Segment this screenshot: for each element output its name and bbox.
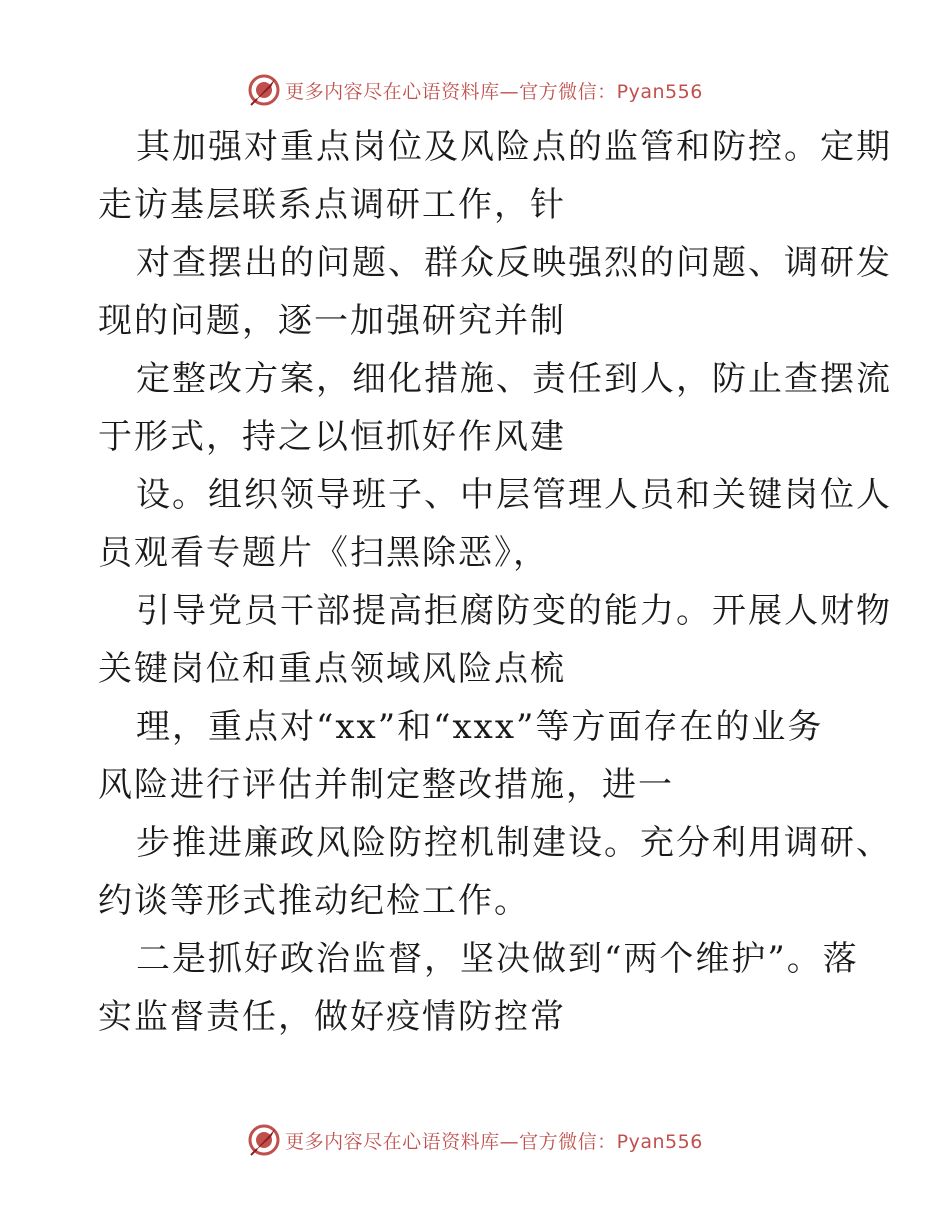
paragraph [98, 350, 892, 466]
quill-logo-icon [247, 1123, 281, 1157]
paragraph-line: 风险进行评估并制定整改措施，进一 [98, 765, 674, 805]
footer-wechat-id: Pyan556 [616, 1130, 703, 1153]
document-body [98, 118, 892, 1046]
paragraph [98, 814, 892, 930]
paragraph-line: 于形式，持之以恒抓好作风建 [98, 417, 566, 457]
paragraph-line: 现的问题，逐一加强研究并制 [98, 301, 566, 341]
footer-banner [0, 1120, 950, 1160]
footer-banner-text: 更多内容尽在心语资料库—官方微信： [285, 1130, 617, 1153]
paragraph [98, 930, 858, 1046]
paragraph-line: 二是抓好政治监督，坚决做到“两个维护”。落 [136, 939, 859, 979]
paragraph-line: 其加强对重点岗位及风险点的监管和防控。定期 [136, 127, 892, 167]
paragraph [98, 582, 892, 698]
header-wechat-id: Pyan556 [616, 80, 703, 103]
paragraph-line: 关键岗位和重点领域风险点梳 [98, 649, 566, 689]
paragraph-line: 员观看专题片《扫黑除恶》， [98, 533, 549, 573]
paragraph [98, 234, 892, 350]
paragraph-line: 步推进廉政风险防控机制建设。充分利用调研、 [136, 823, 892, 863]
paragraph-line: 引导党员干部提高拒腐防变的能力。开展人财物 [136, 591, 892, 631]
paragraph-line: 实监督责任，做好疫情防控常 [98, 997, 566, 1037]
paragraph-line: 定整改方案，细化措施、责任到人，防止查摆流 [136, 359, 892, 399]
paragraph [98, 118, 892, 234]
header-banner [0, 70, 950, 110]
header-banner-text: 更多内容尽在心语资料库—官方微信： [285, 80, 617, 103]
paragraph [98, 466, 892, 582]
paragraph-line: 理，重点对“xx”和“xxx”等方面存在的业务 [136, 707, 824, 747]
paragraph-line: 设。组织领导班子、中层管理人员和关键岗位人 [136, 475, 892, 515]
quill-logo-icon [247, 73, 281, 107]
paragraph-line: 约谈等形式推动纪检工作。 [98, 881, 530, 921]
paragraph [98, 698, 858, 814]
paragraph-line: 走访基层联系点调研工作，针 [98, 185, 566, 225]
paragraph-line: 对查摆出的问题、群众反映强烈的问题、调研发 [136, 243, 892, 283]
